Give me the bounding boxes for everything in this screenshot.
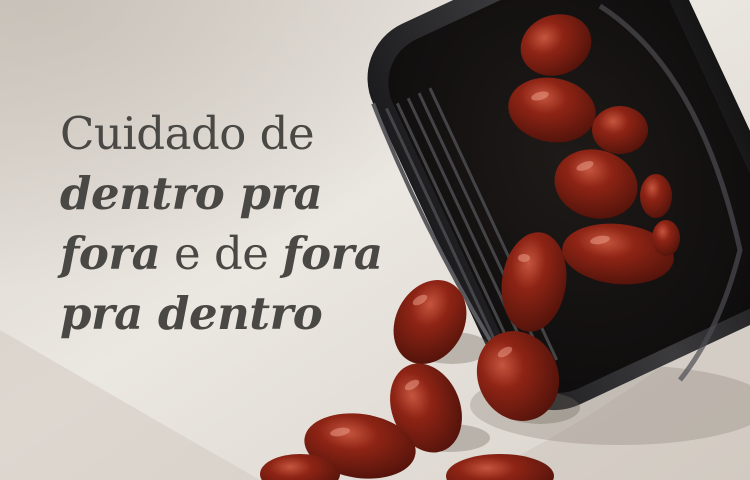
headline-em-2: fora	[282, 227, 383, 280]
headline-line-3	[60, 224, 420, 284]
headline-line-1: Cuidado de	[60, 107, 315, 160]
headline-em-1: fora	[60, 227, 161, 280]
headline-mid: e de	[160, 227, 283, 280]
headline-line-4: pra dentro	[60, 287, 323, 340]
headline	[60, 104, 420, 344]
headline-line-2: dentro pra	[60, 167, 323, 220]
